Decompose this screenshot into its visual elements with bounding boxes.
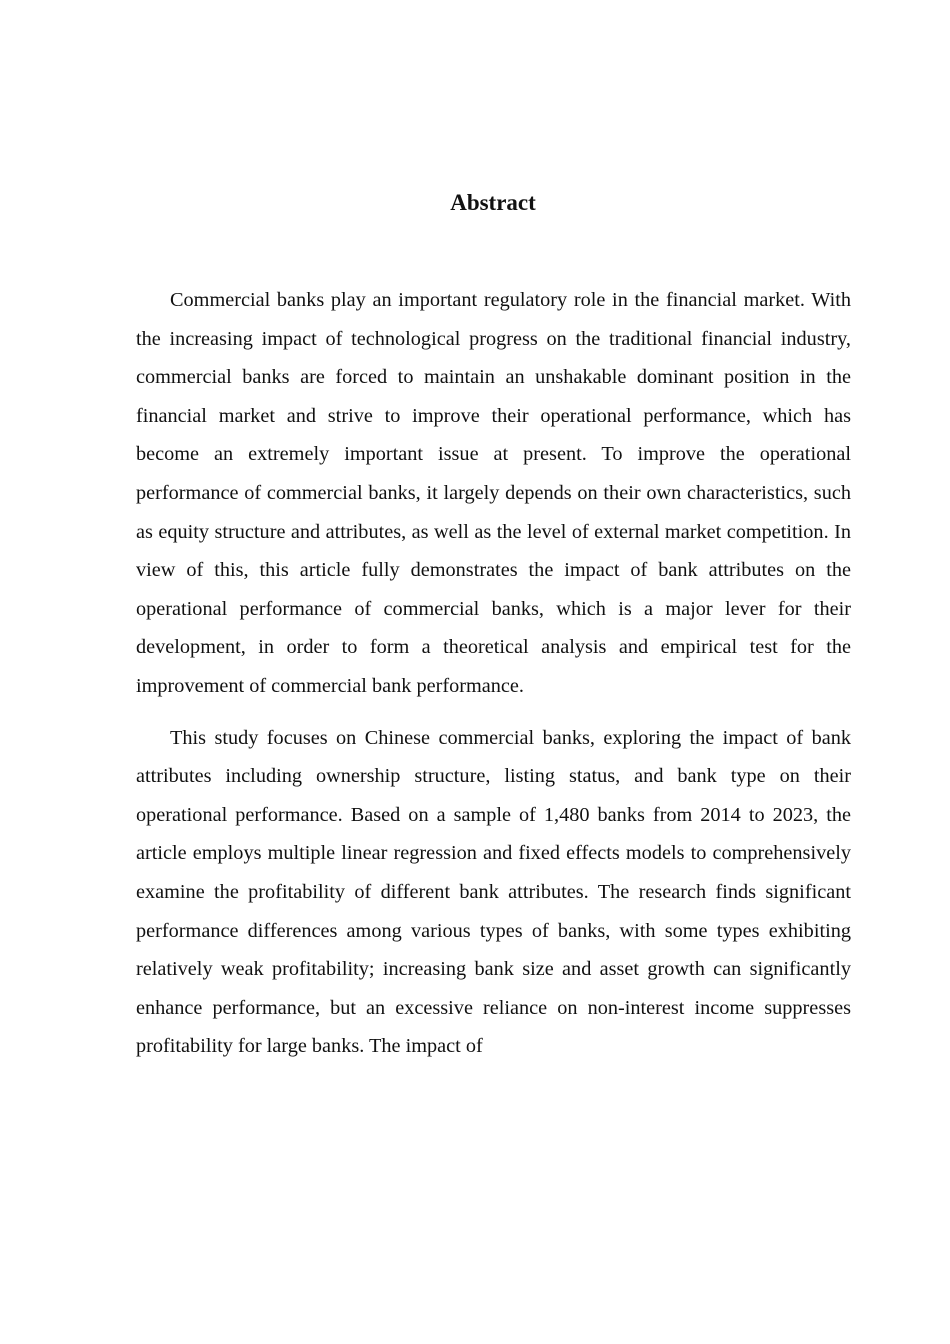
abstract-body [136,281,851,1079]
abstract-paragraph-2: This study focuses on Chinese commercial banks, exploring the impact of bank attributes including ownership structure, listing status, and bank type on their operational performance. Based on a sample of 1,480 banks from 2014 to 2023, the article employs multiple linear regression and fixed effects models to comprehensively examine the profitability of different bank attributes. The research finds significant performance differences among various types of banks, with some types exhibiting relatively weak profitability; increasing bank size and asset growth can significantly enhance performance, but an excessive reliance on non-interest income suppresses profitability for large banks. The impact of [136,726,851,1058]
abstract-paragraph-1: Commercial banks play an important regulatory role in the financial market. With the increasing impact of technological progress on the traditional financial industry, commercial banks are forced to maintain an unshakable dominant position in the financial market and strive to improve their operational performance, which has become an extremely important issue at present. To improve the operational performance of commercial banks, it largely depends on their own characteristics, such as equity structure and attributes, as well as the level of external market competition. In view of this, this article fully demonstrates the impact of bank attributes on the operational performance of commercial banks, which is a major lever for their development, in order to form a theoretical analysis and empirical test for the improvement of commercial bank performance. [136,289,851,697]
abstract-title: Abstract [450,190,536,216]
